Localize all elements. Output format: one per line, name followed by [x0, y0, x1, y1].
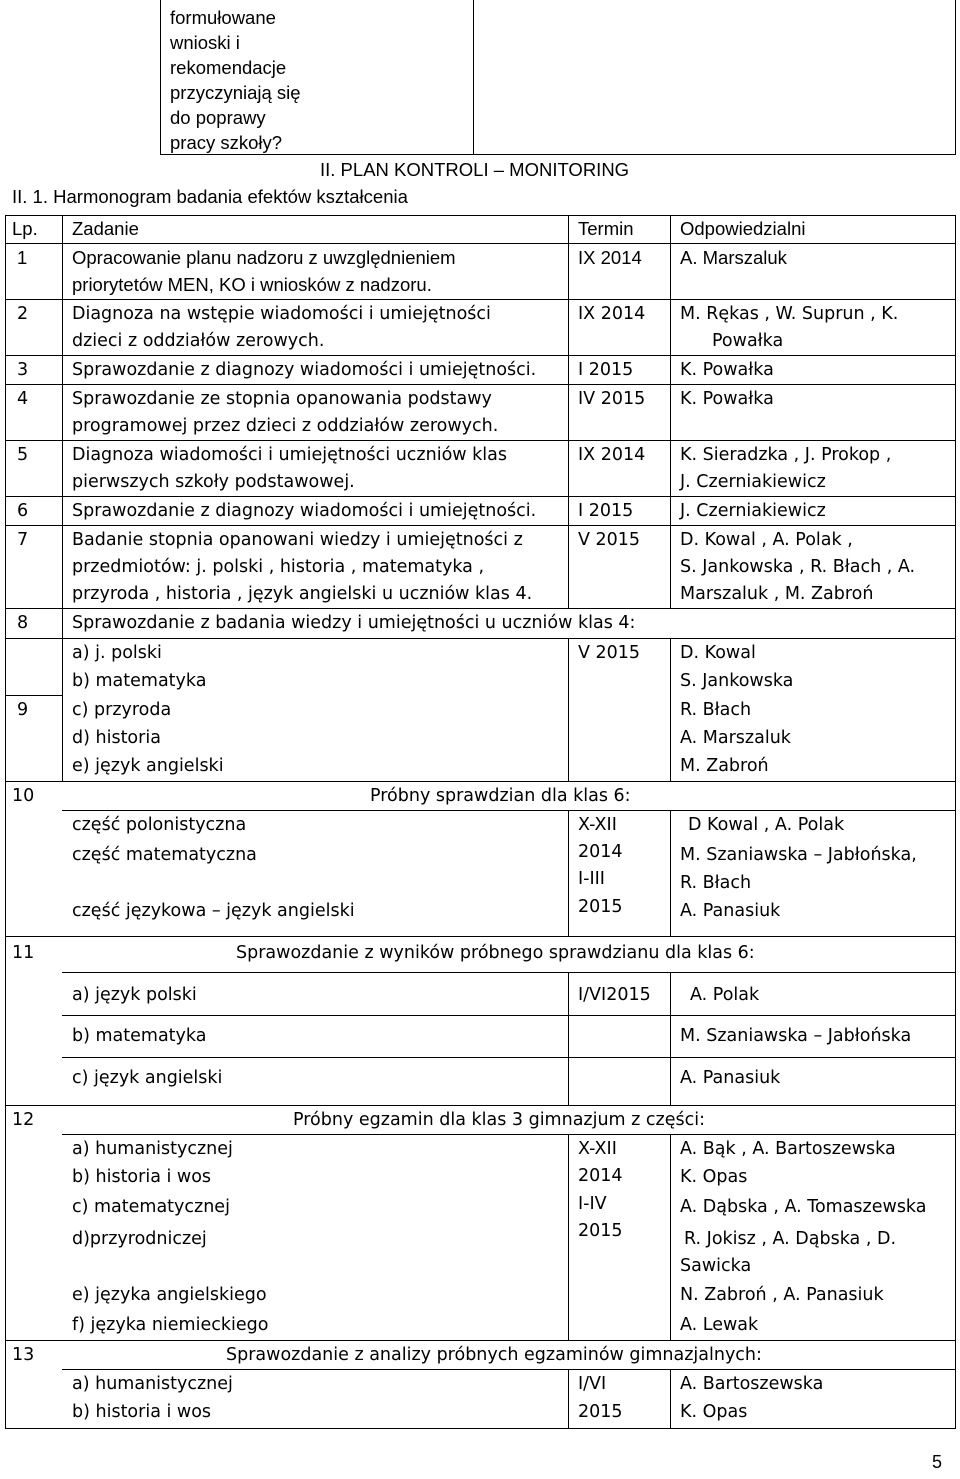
term-text: I/VI	[578, 1374, 607, 1394]
row-number: 10	[12, 786, 35, 806]
col-line-term	[568, 215, 569, 608]
prev-cell-line: wnioski i	[170, 32, 240, 53]
term-text: IV 2015	[578, 389, 646, 409]
list-item: b) historia i wos	[72, 1167, 212, 1187]
list-item: a) język polski	[72, 985, 197, 1005]
resp-text: A. Bartoszewska	[680, 1374, 824, 1394]
list-item: część matematyczna	[72, 845, 257, 865]
col-line-term	[568, 1369, 569, 1429]
header-task: Zadanie	[72, 218, 139, 239]
table-border-bottom	[5, 1428, 956, 1429]
list-item: c) język angielski	[72, 1068, 223, 1088]
resp-text: K. Powałka	[680, 389, 774, 409]
term-text: 2015	[578, 1402, 623, 1422]
row-number: 1	[17, 247, 28, 268]
row-line	[62, 1015, 955, 1016]
resp-text: S. Jankowska	[680, 671, 794, 691]
resp-text: Powałka	[712, 331, 784, 351]
term-text: 2015	[578, 1221, 623, 1241]
row-number: 12	[12, 1110, 35, 1130]
resp-text: K. Sieradzka , J. Prokop ,	[680, 445, 892, 465]
col-line-resp	[670, 1369, 671, 1429]
term-text: IX 2014	[578, 247, 642, 268]
resp-text: N. Zabroń , A. Panasiuk	[680, 1285, 884, 1305]
prev-table-line	[955, 0, 956, 154]
term-text: I/VI2015	[578, 985, 651, 1005]
task-title: Sprawozdanie z wyników próbnego sprawdzianu dla klas 6:	[236, 943, 755, 963]
row-number: 5	[17, 445, 29, 465]
header-term: Termin	[578, 218, 634, 239]
col-line-resp	[670, 638, 671, 781]
row-number: 7	[17, 530, 29, 550]
resp-text: A. Lewak	[680, 1315, 759, 1335]
task-text: dzieci z oddziałów zerowych.	[72, 331, 325, 351]
term-text: 2014	[578, 1166, 623, 1186]
term-text: X-XII	[578, 815, 617, 835]
resp-text: M. Szaniawska – Jabłońska	[680, 1026, 912, 1046]
term-text: I 2015	[578, 360, 634, 380]
col-line-resp	[670, 810, 671, 936]
page-number: 5	[932, 1452, 943, 1472]
list-item: część polonistyczna	[72, 815, 247, 835]
list-item: a) j. polski	[72, 643, 162, 663]
col-line-task	[62, 608, 63, 781]
task-title: Próbny egzamin dla klas 3 gimnazjum z części:	[293, 1110, 705, 1130]
task-text: Diagnoza na wstępie wiadomości i umiejętności	[72, 304, 491, 324]
list-item: e) języka angielskiego	[72, 1285, 267, 1305]
term-text: I 2015	[578, 501, 634, 521]
task-text: programowej przez dzieci z oddziałów zerowych.	[72, 416, 499, 436]
header-lp: Lp.	[12, 218, 38, 239]
resp-text: M. Zabroń	[680, 756, 769, 776]
resp-text: R. Jokisz , A. Dąbska , D.	[684, 1229, 897, 1249]
prev-cell-line: przyczyniają się	[170, 82, 301, 103]
resp-text: D. Kowal , A. Polak ,	[680, 530, 853, 550]
table-border-right	[955, 215, 956, 1429]
list-item: e) język angielski	[72, 756, 224, 776]
row-number: 4	[17, 389, 29, 409]
resp-text: A. Panasiuk	[680, 901, 781, 921]
row-number: 2	[17, 304, 29, 324]
resp-text: A. Bąk , A. Bartoszewska	[680, 1139, 896, 1159]
col-line-resp	[670, 972, 671, 1105]
resp-text: A. Dąbska , A. Tomaszewska	[680, 1197, 927, 1217]
resp-text: D Kowal , A. Polak	[688, 815, 845, 835]
task-title: Sprawozdanie z badania wiedzy i umiejętności u uczniów klas 4:	[72, 613, 636, 633]
resp-text: J. Czerniakiewicz	[680, 501, 826, 521]
col-line-term	[568, 810, 569, 936]
task-text: przyroda , historia , język angielski u uczniów klas 4.	[72, 584, 533, 604]
col-line-term	[568, 972, 569, 1105]
resp-text: S. Jankowska , R. Błach , A.	[680, 557, 916, 577]
list-item: a) humanistycznej	[72, 1139, 233, 1159]
table-border-left	[5, 215, 6, 1429]
task-title: Sprawozdanie z analizy próbnych egzaminów gimnazjalnych:	[226, 1345, 762, 1365]
resp-text: A. Marszaluk	[680, 728, 791, 748]
list-item: b) historia i wos	[72, 1402, 212, 1422]
task-text: Opracowanie planu nadzoru z uwzględnieniem	[72, 247, 456, 268]
task-text: Sprawozdanie ze stopnia opanowania podstawy	[72, 389, 492, 409]
list-item: a) humanistycznej	[72, 1374, 233, 1394]
term-text: V 2015	[578, 643, 641, 663]
prev-cell-line: formułowane	[170, 7, 276, 28]
list-item: d) historia	[72, 728, 161, 748]
prev-table-line	[160, 0, 161, 154]
list-item: c) przyroda	[72, 700, 172, 720]
term-text: I-III	[578, 869, 605, 889]
list-item: c) matematycznej	[72, 1197, 230, 1217]
list-item: d)przyrodniczej	[72, 1229, 207, 1249]
term-text: IX 2014	[578, 304, 646, 324]
task-title: Próbny sprawdzian dla klas 6:	[370, 786, 631, 806]
row-number: 9	[17, 700, 29, 720]
term-text: I-IV	[578, 1194, 607, 1214]
task-text: Sprawozdanie z diagnozy wiadomości i umiejętności.	[72, 501, 537, 521]
task-text: pierwszych szkoły podstawowej.	[72, 472, 355, 492]
resp-text: J. Czerniakiewicz	[680, 472, 826, 492]
table-border-top	[5, 215, 955, 216]
prev-cell-line: pracy szkoły?	[170, 132, 283, 153]
row-line	[62, 1057, 955, 1058]
task-text: Badanie stopnia opanowani wiedzy i umiejętności z	[72, 530, 523, 550]
resp-text: R. Błach	[680, 700, 752, 720]
prev-cell-line: rekomendacje	[170, 57, 287, 78]
task-text: Sprawozdanie z diagnozy wiadomości i umiejętności.	[72, 360, 537, 380]
term-text: V 2015	[578, 530, 641, 550]
resp-text: K. Opas	[680, 1402, 748, 1422]
row-number: 6	[17, 501, 29, 521]
resp-text: M. Szaniawska – Jabłońska,	[680, 845, 917, 865]
row-line	[5, 695, 62, 696]
list-item: część językowa – język angielski	[72, 901, 355, 921]
resp-text: K. Opas	[680, 1167, 748, 1187]
resp-text: Sawicka	[680, 1256, 752, 1276]
term-text: X-XII	[578, 1139, 617, 1159]
term-text: 2015	[578, 897, 623, 917]
row-number: 3	[17, 360, 29, 380]
task-text: Diagnoza wiadomości i umiejętności uczniów klas	[72, 445, 507, 465]
col-line-task	[62, 215, 63, 608]
prev-table-line	[473, 0, 474, 154]
row-number: 11	[12, 943, 35, 963]
row-number: 8	[17, 613, 29, 633]
term-text: IX 2014	[578, 445, 646, 465]
resp-text: Marszaluk , M. Zabroń	[680, 584, 874, 604]
resp-text: R. Błach	[680, 873, 752, 893]
subsection-title: II. 1. Harmonogram badania efektów kształcenia	[12, 186, 408, 207]
resp-text: M. Rękas , W. Suprun , K.	[680, 304, 899, 324]
row-line	[62, 972, 955, 973]
section-title: II. PLAN KONTROLI – MONITORING	[320, 159, 630, 180]
col-line-term	[568, 1134, 569, 1340]
resp-text: A. Marszaluk	[680, 247, 787, 268]
prev-cell-line: do poprawy	[170, 107, 266, 128]
task-text: priorytetów MEN, KO i wniosków z nadzoru.	[72, 274, 432, 295]
resp-text: K. Powałka	[680, 360, 774, 380]
list-item: b) matematyka	[72, 671, 207, 691]
task-text: przedmiotów: j. polski , historia , matematyka ,	[72, 557, 485, 577]
term-text: 2014	[578, 842, 623, 862]
resp-text: A. Polak	[690, 985, 760, 1005]
resp-text: A. Panasiuk	[680, 1068, 781, 1088]
list-item: f) języka niemieckiego	[72, 1315, 269, 1335]
row-number: 13	[12, 1345, 35, 1365]
resp-text: D. Kowal	[680, 643, 756, 663]
col-line-resp	[670, 1134, 671, 1340]
header-resp: Odpowiedzialni	[680, 218, 806, 239]
col-line-resp	[670, 215, 671, 608]
col-line-term	[568, 638, 569, 781]
list-item: b) matematyka	[72, 1026, 207, 1046]
row-line	[5, 936, 955, 937]
